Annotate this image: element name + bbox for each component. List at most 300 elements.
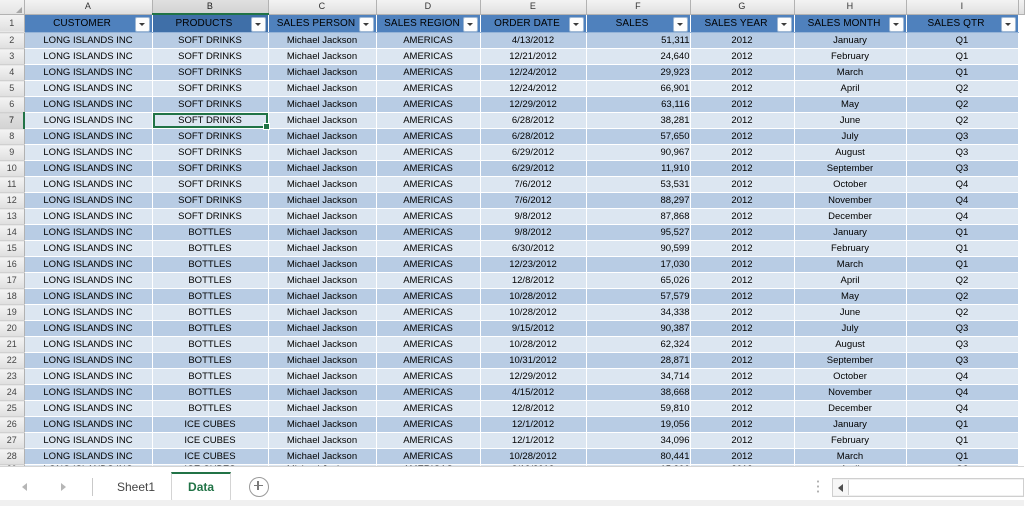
cell-d12[interactable] (376, 193, 480, 209)
cell-e2[interactable] (480, 33, 586, 49)
table-row[interactable] (0, 241, 1024, 257)
row-header-12[interactable]: 12 (0, 193, 24, 209)
cell-b2[interactable] (152, 33, 268, 49)
cell-g2[interactable] (690, 33, 794, 49)
cell-f23[interactable] (586, 369, 690, 385)
cell-a11[interactable] (24, 177, 152, 193)
cell-f21[interactable] (586, 337, 690, 353)
table-header-d[interactable] (376, 14, 480, 33)
row-header-11[interactable]: 11 (0, 177, 24, 193)
cell-f15[interactable] (586, 241, 690, 257)
cell-d14[interactable] (376, 225, 480, 241)
cell-c3[interactable] (268, 49, 376, 65)
cell-g20[interactable] (690, 321, 794, 337)
cell-i26[interactable] (906, 417, 1018, 433)
cell-b20[interactable] (152, 321, 268, 337)
cell-b13[interactable] (152, 209, 268, 225)
cell-h3[interactable] (794, 49, 906, 65)
cell-i5[interactable] (906, 81, 1018, 97)
column-header-i[interactable]: I (906, 0, 1018, 14)
cell-i16[interactable] (906, 257, 1018, 273)
cell-a28[interactable] (24, 449, 152, 465)
cell-b18[interactable] (152, 289, 268, 305)
cell-f5[interactable] (586, 81, 690, 97)
cell-b27[interactable] (152, 433, 268, 449)
cell-b23[interactable] (152, 369, 268, 385)
cell-h5[interactable] (794, 81, 906, 97)
cell-c28[interactable] (268, 449, 376, 465)
cell-g28[interactable] (690, 449, 794, 465)
cell-c23[interactable] (268, 369, 376, 385)
row-header-20[interactable]: 20 (0, 321, 24, 337)
cell-e23[interactable] (480, 369, 586, 385)
cell-g26[interactable] (690, 417, 794, 433)
cell-d18[interactable] (376, 289, 480, 305)
row-header-9[interactable]: 9 (0, 145, 24, 161)
cell-a12[interactable] (24, 193, 152, 209)
filter-dropdown-icon[interactable] (673, 17, 688, 32)
cell-g19[interactable] (690, 305, 794, 321)
cell-b25[interactable] (152, 401, 268, 417)
filter-dropdown-icon[interactable] (777, 17, 792, 32)
cell-e3[interactable] (480, 49, 586, 65)
cell-g13[interactable] (690, 209, 794, 225)
cell-e28[interactable] (480, 449, 586, 465)
cell-a26[interactable] (24, 417, 152, 433)
cell-e21[interactable] (480, 337, 586, 353)
cell-a5[interactable] (24, 81, 152, 97)
cell-b11[interactable] (152, 177, 268, 193)
cell-h6[interactable] (794, 97, 906, 113)
horizontal-scroll-track[interactable] (849, 480, 1023, 495)
cell-c22[interactable] (268, 353, 376, 369)
cell-f13[interactable] (586, 209, 690, 225)
cell-h12[interactable] (794, 193, 906, 209)
cell-g11[interactable] (690, 177, 794, 193)
cell-i22[interactable] (906, 353, 1018, 369)
sheet-tab-sheet1[interactable]: Sheet1 (117, 479, 156, 494)
cell-i21[interactable] (906, 337, 1018, 353)
table-header-g[interactable] (690, 14, 794, 33)
cell-c2[interactable] (268, 33, 376, 49)
cell-f3[interactable] (586, 49, 690, 65)
cell-c12[interactable] (268, 193, 376, 209)
filter-dropdown-icon[interactable] (889, 17, 904, 32)
cell-d10[interactable] (376, 161, 480, 177)
cell-a8[interactable] (24, 129, 152, 145)
table-row[interactable] (0, 161, 1024, 177)
fill-handle[interactable] (263, 123, 270, 130)
cell-a13[interactable] (24, 209, 152, 225)
row-header-15[interactable]: 15 (0, 241, 24, 257)
scroll-left-arrow-icon[interactable] (833, 480, 849, 495)
table-row[interactable] (0, 97, 1024, 113)
cell-i17[interactable] (906, 273, 1018, 289)
column-header-c[interactable]: C (268, 0, 376, 14)
cell-g12[interactable] (690, 193, 794, 209)
cell-e20[interactable] (480, 321, 586, 337)
cell-a22[interactable] (24, 353, 152, 369)
table-row[interactable] (0, 369, 1024, 385)
cell-h17[interactable] (794, 273, 906, 289)
cell-c13[interactable] (268, 209, 376, 225)
filter-dropdown-icon[interactable] (135, 17, 150, 32)
cell-c5[interactable] (268, 81, 376, 97)
row-header-25[interactable]: 25 (0, 401, 24, 417)
cell-d28[interactable] (376, 449, 480, 465)
cell-g6[interactable] (690, 97, 794, 113)
cell-e9[interactable] (480, 145, 586, 161)
cell-c11[interactable] (268, 177, 376, 193)
cell-h11[interactable] (794, 177, 906, 193)
table-header-b[interactable] (152, 14, 268, 33)
horizontal-scrollbar[interactable] (832, 478, 1024, 497)
cell-e18[interactable] (480, 289, 586, 305)
cell-c19[interactable] (268, 305, 376, 321)
cell-h13[interactable] (794, 209, 906, 225)
cell-a20[interactable] (24, 321, 152, 337)
row-header-23[interactable]: 23 (0, 369, 24, 385)
table-header-e[interactable] (480, 14, 586, 33)
cell-g16[interactable] (690, 257, 794, 273)
cell-a19[interactable] (24, 305, 152, 321)
cell-f28[interactable] (586, 449, 690, 465)
table-row[interactable] (0, 225, 1024, 241)
cell-d24[interactable] (376, 385, 480, 401)
cell-g22[interactable] (690, 353, 794, 369)
cell-d5[interactable] (376, 81, 480, 97)
cell-c15[interactable] (268, 241, 376, 257)
prev-sheet-arrow-icon[interactable] (18, 480, 32, 494)
cell-g17[interactable] (690, 273, 794, 289)
cell-e16[interactable] (480, 257, 586, 273)
cell-g24[interactable] (690, 385, 794, 401)
row-header-19[interactable]: 19 (0, 305, 24, 321)
cell-e25[interactable] (480, 401, 586, 417)
table-row[interactable] (0, 433, 1024, 449)
cell-d25[interactable] (376, 401, 480, 417)
cell-d3[interactable] (376, 49, 480, 65)
cell-c17[interactable] (268, 273, 376, 289)
cell-e10[interactable] (480, 161, 586, 177)
cell-i9[interactable] (906, 145, 1018, 161)
filter-dropdown-icon[interactable] (359, 17, 374, 32)
cell-a21[interactable] (24, 337, 152, 353)
cell-f16[interactable] (586, 257, 690, 273)
add-sheet-plus-icon[interactable] (249, 477, 269, 497)
cell-a27[interactable] (24, 433, 152, 449)
table-row[interactable] (0, 81, 1024, 97)
cell-h8[interactable] (794, 129, 906, 145)
cell-f25[interactable] (586, 401, 690, 417)
cell-b5[interactable] (152, 81, 268, 97)
cell-h23[interactable] (794, 369, 906, 385)
cell-i11[interactable] (906, 177, 1018, 193)
row-header-4[interactable]: 4 (0, 65, 24, 81)
cell-f8[interactable] (586, 129, 690, 145)
cell-d11[interactable] (376, 177, 480, 193)
cell-i4[interactable] (906, 65, 1018, 81)
cell-a7[interactable] (24, 113, 152, 129)
cell-a25[interactable] (24, 401, 152, 417)
cell-f18[interactable] (586, 289, 690, 305)
cell-h7[interactable] (794, 113, 906, 129)
cell-b3[interactable] (152, 49, 268, 65)
table-row[interactable] (0, 289, 1024, 305)
cell-c7[interactable] (268, 113, 376, 129)
cell-h24[interactable] (794, 385, 906, 401)
cell-b6[interactable] (152, 97, 268, 113)
table-header-c[interactable] (268, 14, 376, 33)
cell-b15[interactable] (152, 241, 268, 257)
cell-f26[interactable] (586, 417, 690, 433)
row-header-6[interactable]: 6 (0, 97, 24, 113)
cell-i25[interactable] (906, 401, 1018, 417)
cell-h9[interactable] (794, 145, 906, 161)
row-header-22[interactable]: 22 (0, 353, 24, 369)
next-sheet-arrow-icon[interactable] (56, 480, 70, 494)
cell-h26[interactable] (794, 417, 906, 433)
sheet-tab-data[interactable]: Data (171, 472, 231, 501)
cell-g4[interactable] (690, 65, 794, 81)
cell-a18[interactable] (24, 289, 152, 305)
cell-g10[interactable] (690, 161, 794, 177)
cell-e5[interactable] (480, 81, 586, 97)
cell-g9[interactable] (690, 145, 794, 161)
cell-g23[interactable] (690, 369, 794, 385)
cell-g5[interactable] (690, 81, 794, 97)
row-header-2[interactable]: 2 (0, 33, 24, 49)
cell-c20[interactable] (268, 321, 376, 337)
cell-e27[interactable] (480, 433, 586, 449)
cell-d17[interactable] (376, 273, 480, 289)
cell-i12[interactable] (906, 193, 1018, 209)
cell-d4[interactable] (376, 65, 480, 81)
cell-b14[interactable] (152, 225, 268, 241)
cell-h28[interactable] (794, 449, 906, 465)
table-row[interactable] (0, 65, 1024, 81)
cell-e19[interactable] (480, 305, 586, 321)
cell-h14[interactable] (794, 225, 906, 241)
cell-d13[interactable] (376, 209, 480, 225)
filter-dropdown-icon[interactable] (569, 17, 584, 32)
cell-e12[interactable] (480, 193, 586, 209)
filter-dropdown-icon[interactable] (251, 17, 266, 32)
cell-e17[interactable] (480, 273, 586, 289)
cell-e13[interactable] (480, 209, 586, 225)
cell-c4[interactable] (268, 65, 376, 81)
cell-c16[interactable] (268, 257, 376, 273)
cell-b17[interactable] (152, 273, 268, 289)
cell-g3[interactable] (690, 49, 794, 65)
cell-h25[interactable] (794, 401, 906, 417)
cell-e26[interactable] (480, 417, 586, 433)
table-row[interactable] (0, 401, 1024, 417)
cell-c21[interactable] (268, 337, 376, 353)
cell-f11[interactable] (586, 177, 690, 193)
cell-g27[interactable] (690, 433, 794, 449)
cell-f19[interactable] (586, 305, 690, 321)
cell-i13[interactable] (906, 209, 1018, 225)
cell-a23[interactable] (24, 369, 152, 385)
row-header-21[interactable]: 21 (0, 337, 24, 353)
row-header-10[interactable]: 10 (0, 161, 24, 177)
cell-h22[interactable] (794, 353, 906, 369)
cell-d21[interactable] (376, 337, 480, 353)
table-row[interactable] (0, 273, 1024, 289)
cell-f14[interactable] (586, 225, 690, 241)
column-header-g[interactable]: G (690, 0, 794, 14)
cell-a16[interactable] (24, 257, 152, 273)
cell-i20[interactable] (906, 321, 1018, 337)
table-row[interactable] (0, 321, 1024, 337)
row-header-24[interactable]: 24 (0, 385, 24, 401)
table-row[interactable] (0, 177, 1024, 193)
cell-b21[interactable] (152, 337, 268, 353)
cell-f12[interactable] (586, 193, 690, 209)
cell-c18[interactable] (268, 289, 376, 305)
row-header-8[interactable]: 8 (0, 129, 24, 145)
cell-e7[interactable] (480, 113, 586, 129)
cell-h16[interactable] (794, 257, 906, 273)
column-header-e[interactable]: E (480, 0, 586, 14)
cell-b7[interactable] (152, 113, 268, 129)
table-row[interactable] (0, 305, 1024, 321)
row-header-1[interactable]: 1 (0, 14, 24, 33)
cell-d19[interactable] (376, 305, 480, 321)
cell-i6[interactable] (906, 97, 1018, 113)
cell-a10[interactable] (24, 161, 152, 177)
cell-f2[interactable] (586, 33, 690, 49)
column-header-f[interactable]: F (586, 0, 690, 14)
cell-d2[interactable] (376, 33, 480, 49)
cell-b8[interactable] (152, 129, 268, 145)
cell-b26[interactable] (152, 417, 268, 433)
cell-g21[interactable] (690, 337, 794, 353)
cell-c27[interactable] (268, 433, 376, 449)
cell-g25[interactable] (690, 401, 794, 417)
row-header-3[interactable]: 3 (0, 49, 24, 65)
column-header-h[interactable]: H (794, 0, 906, 14)
cell-i24[interactable] (906, 385, 1018, 401)
cell-h19[interactable] (794, 305, 906, 321)
cell-e11[interactable] (480, 177, 586, 193)
row-header-7[interactable]: 7 (0, 113, 24, 129)
cell-g15[interactable] (690, 241, 794, 257)
cell-a9[interactable] (24, 145, 152, 161)
cell-i23[interactable] (906, 369, 1018, 385)
cell-d26[interactable] (376, 417, 480, 433)
cell-e22[interactable] (480, 353, 586, 369)
cell-i7[interactable] (906, 113, 1018, 129)
cell-e15[interactable] (480, 241, 586, 257)
table-row[interactable] (0, 417, 1024, 433)
cell-f17[interactable] (586, 273, 690, 289)
cell-h20[interactable] (794, 321, 906, 337)
cell-f7[interactable] (586, 113, 690, 129)
table-header-i[interactable] (906, 14, 1018, 33)
cell-d23[interactable] (376, 369, 480, 385)
cell-e6[interactable] (480, 97, 586, 113)
cell-i28[interactable] (906, 449, 1018, 465)
cell-e24[interactable] (480, 385, 586, 401)
cell-a24[interactable] (24, 385, 152, 401)
cell-b16[interactable] (152, 257, 268, 273)
cell-f10[interactable] (586, 161, 690, 177)
cell-a17[interactable] (24, 273, 152, 289)
cell-b9[interactable] (152, 145, 268, 161)
row-header-26[interactable]: 26 (0, 417, 24, 433)
cell-b4[interactable] (152, 65, 268, 81)
cell-f27[interactable] (586, 433, 690, 449)
cell-i14[interactable] (906, 225, 1018, 241)
cell-d8[interactable] (376, 129, 480, 145)
table-header-h[interactable] (794, 14, 906, 33)
cell-f24[interactable] (586, 385, 690, 401)
table-header-a[interactable] (24, 14, 152, 33)
cell-d20[interactable] (376, 321, 480, 337)
cell-c26[interactable] (268, 417, 376, 433)
table-row[interactable] (0, 449, 1024, 465)
cell-h15[interactable] (794, 241, 906, 257)
cell-c25[interactable] (268, 401, 376, 417)
cell-e4[interactable] (480, 65, 586, 81)
select-all-corner[interactable] (0, 0, 24, 14)
cell-c10[interactable] (268, 161, 376, 177)
cell-d6[interactable] (376, 97, 480, 113)
row-header-14[interactable]: 14 (0, 225, 24, 241)
cell-d9[interactable] (376, 145, 480, 161)
cell-d7[interactable] (376, 113, 480, 129)
cell-i3[interactable] (906, 49, 1018, 65)
split-grip-handle[interactable] (816, 479, 820, 495)
cell-a6[interactable] (24, 97, 152, 113)
cell-e8[interactable] (480, 129, 586, 145)
cell-f9[interactable] (586, 145, 690, 161)
cell-b28[interactable] (152, 449, 268, 465)
cell-c8[interactable] (268, 129, 376, 145)
cell-i27[interactable] (906, 433, 1018, 449)
cell-f20[interactable] (586, 321, 690, 337)
column-header-d[interactable]: D (376, 0, 480, 14)
cell-f22[interactable] (586, 353, 690, 369)
row-header-18[interactable]: 18 (0, 289, 24, 305)
table-row[interactable] (0, 33, 1024, 49)
cell-i10[interactable] (906, 161, 1018, 177)
cell-a15[interactable] (24, 241, 152, 257)
cell-g7[interactable] (690, 113, 794, 129)
row-header-27[interactable]: 27 (0, 433, 24, 449)
cell-g8[interactable] (690, 129, 794, 145)
cell-h18[interactable] (794, 289, 906, 305)
cell-d27[interactable] (376, 433, 480, 449)
cell-a3[interactable] (24, 49, 152, 65)
cell-i19[interactable] (906, 305, 1018, 321)
filter-dropdown-icon[interactable] (1001, 17, 1016, 32)
table-header-f[interactable] (586, 14, 690, 33)
cell-h4[interactable] (794, 65, 906, 81)
cell-i8[interactable] (906, 129, 1018, 145)
cell-g18[interactable] (690, 289, 794, 305)
cell-e14[interactable] (480, 225, 586, 241)
filter-dropdown-icon[interactable] (463, 17, 478, 32)
cell-b12[interactable] (152, 193, 268, 209)
row-header-5[interactable]: 5 (0, 81, 24, 97)
cell-i15[interactable] (906, 241, 1018, 257)
cell-d16[interactable] (376, 257, 480, 273)
column-header-b[interactable]: B (152, 0, 268, 14)
cell-b22[interactable] (152, 353, 268, 369)
